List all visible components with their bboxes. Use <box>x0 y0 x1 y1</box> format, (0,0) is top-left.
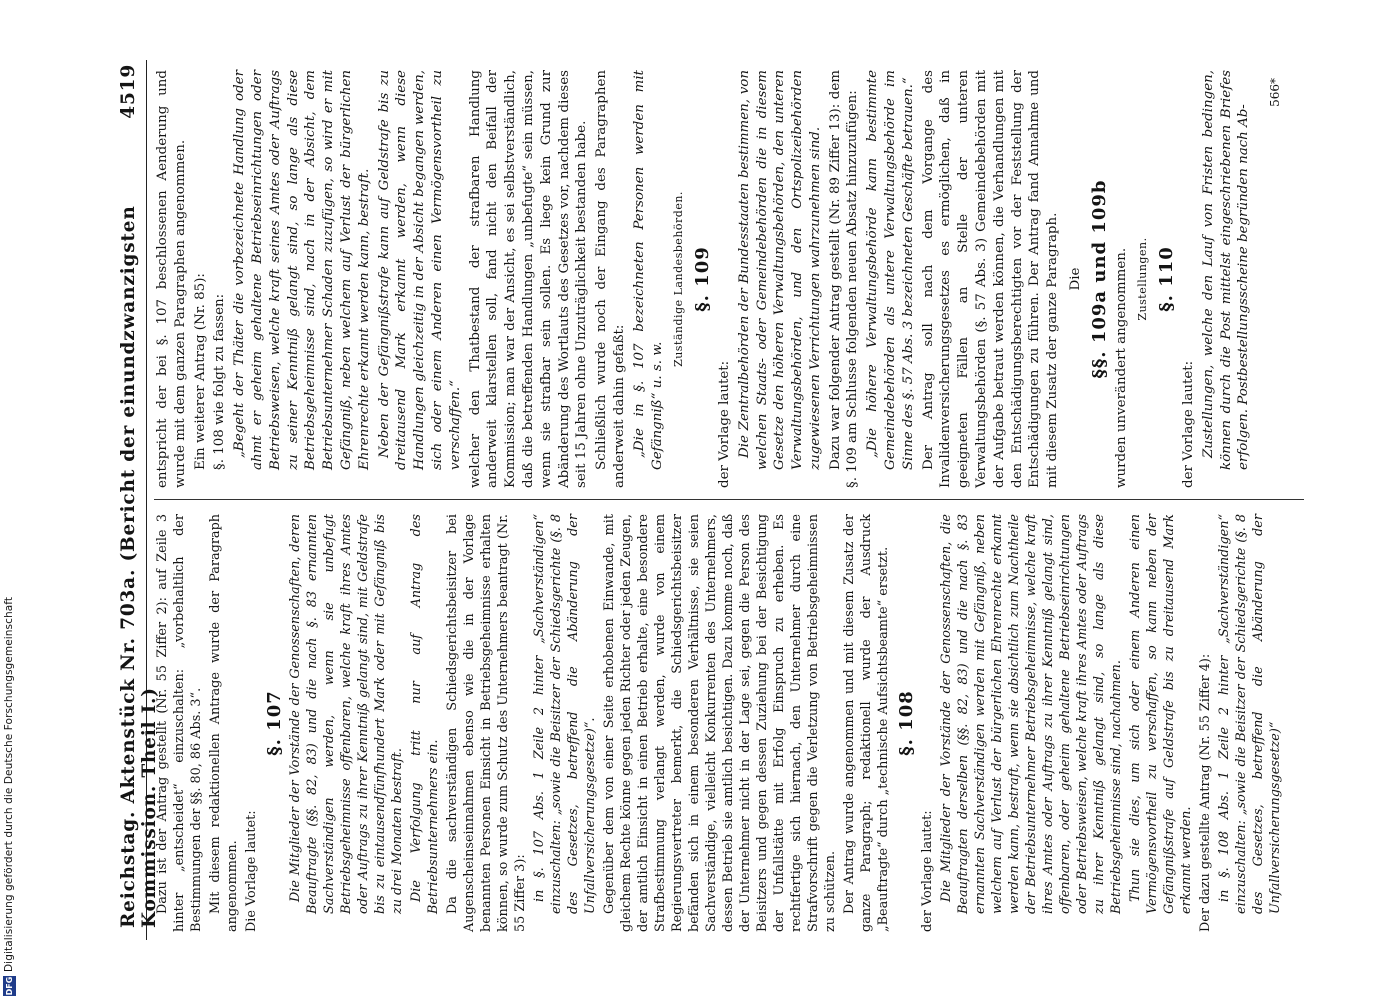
paragraph: §. 108 wie folgt zu fassen: <box>212 293 228 470</box>
paragraph: Der dazu gestellte Antrag (Nr. 55 Ziffer 4): <box>1198 653 1213 932</box>
quoted-text: in §. 108 Abs. 1 Zeile 2 hinter „Sachverständigen“ einzuschalten: „sowie die Beisitzer der Schiedsgerichte (§. 8 des Gesetzes, betreffend die Abänderung der Unfallversicherungsgesetze)“ <box>1217 514 1283 914</box>
paragraph: Der Antrag wurde angenommen und mit diesem Zusatz der ganze Paragraph; redaktionell wurde der Ausdruck „Beauftragte“ durch „technische Aufsichtsbeamte“ ersetzt. <box>842 514 891 932</box>
digitization-note: Digitalisierung gefördert durch die Deutsche Forschungsgemeinschaft <box>3 596 15 972</box>
quoted-text: Die Mitglieder der Vorstände der Genossenschaften, deren Beauftragte (§§. 82, 83) und die nach §. 83 ernannten Sachverständigen werden, wenn sie unbefugt Betriebsgeheimnisse offenbaren, welche kraft ihres Amtes oder Auftrags zu ihrer Kenntniß gelangt sind, mit Geldstrafe bis zu eintausendfünfhundert Mark oder mit Gefängniß bis zu drei Monaten bestraft. <box>288 514 405 914</box>
page-mark: 566* <box>1268 78 1283 107</box>
document-page <box>110 60 1305 940</box>
paragraph: Der Antrag soll nach dem Vorgange des Invalidenversicherungsgesetzes es ermöglichen, daß in geeigneten Fällen an Stelle der unteren Verwaltungsbehörden (§. 57 Abs. 3) Gemeindebehörden mit der Aufgabe betraut werden können, die Verhandlungen mit den Entschädigungsberechtigten vor der Feststellung der Entschädigungen zu führen. Der Antrag fand Annahme und mit diesem Zusatz der ganze Paragraph. <box>920 70 1061 488</box>
quoted-text: Neben der Gefängnißstrafe kann auf Geldstrafe bis zu dreitausend Mark erkannt werden, wenn diese Handlungen gleichzeitig in der Absicht begangen werden, sich oder einem Anderen einen Vermögensvortheil zu verschaffen.“ <box>376 70 463 470</box>
right-column <box>154 70 1285 488</box>
section-heading-107: §. 107 <box>264 690 285 756</box>
paragraph: der Vorlage lautet: <box>920 810 935 932</box>
header-title: Reichstag. Aktenstück Nr. 703a. (Bericht der einundzwanzigsten Kommission. Theil I.) <box>118 205 160 928</box>
section-heading-108: §. 108 <box>896 690 917 756</box>
quoted-text: „Die in §. 107 bezeichneten Personen werden mit Gefängniß“ u. s. w. <box>631 70 665 470</box>
paragraph: Mit diesem redaktionellen Antrage wurde der Paragraph angenommen. <box>208 514 240 932</box>
column-divider <box>154 499 1304 500</box>
subheading: Zustellungen. <box>1136 237 1150 321</box>
quoted-text: in §. 107 Abs. 1 Zeile 2 hinter „Sachverständigen“ einzuschalten: „sowie die Beisitzer der Schiedsgerichte (§. 8 des Gesetzes, betreffend die Abänderung der Unfallversicherungsgesetze)“. <box>532 514 598 914</box>
quoted-text: Die Verfolgung tritt nur auf Antrag des Betriebsunternehmers ein. <box>409 514 441 914</box>
paragraph: Dazu ist der Antrag gestellt (Nr. 55 Ziffer 2): auf Zeile 3 hinter „entscheidet“ einzuschalten: „vorbehaltlich der Bestimmungen der §§. 80, 86 Abs. 3“. <box>155 514 204 932</box>
dfg-logo: DFG <box>5 976 14 996</box>
paragraph: Die <box>1068 267 1084 291</box>
paragraph: Ein weiterer Antrag (Nr. 85): <box>192 273 208 470</box>
paragraph: der Vorlage lautet: <box>1181 360 1197 488</box>
paragraph: Gegenüber dem von einer Seite erhobenen Einwande, mit gleichem Rechte könne gegen jeden Richter oder jeden Zeugen, der amtlich Einsicht in einen Betrieb erhalte, eine besondere Strafbestimmung verlangt werden, wurde von einem Regierungsvertreter bemerkt, die Schiedsgerichtsbeisitzer befänden sich in einem besonderen Verhältnisse, sie seien Sachverständige, vielleicht Konkurrenten des Unternehmers, dessen Betrieb sie amtlich besichtigen. Dazu komme noch, daß der Unternehmer nicht in der Lage sei, gegen die Person des Beisitzers und gegen dessen Zuziehung bei der Besichtigung der Unfallstätte mit Erfolg Einspruch zu erheben. Es rechtfertige sich hiernach, den Unternehmer durch eine Strafvorschrift gegen die Verletzung von Betriebsgeheimnissen zu schützen. <box>602 514 838 932</box>
paragraph: welcher den Thatbestand der strafbaren Handlung anderweit klarstellen soll, fand nicht den Beifall der Kommission; man war der Ansicht, es sei selbstverständlich, daß die betreffenden Handlungen „unbefugte“ sein müssen, wenn sie strafbar sein sollen. Es liege kein Grund zur Abänderung des Wortlauts des Gesetzes vor, nachdem dieses seit 15 Jahren ohne Unzuträglichkeit bestanden habe. <box>467 70 590 488</box>
page-number: 4519 <box>118 64 139 119</box>
footer <box>0 0 20 1000</box>
section-heading-109ab: §§. 109a und 109b <box>1088 179 1110 379</box>
section-heading-110: §. 110 <box>1156 246 1178 312</box>
paragraph: Da die sachverständigen Schiedsgerichtsbeisitzer bei Augenscheinseinnahmen ebenso wie die in der Vorlage benannten Personen Einsicht in Betriebsgeheimnisse erhalten können, so wurde zum Schutz des Unternehmers beantragt (Nr. 55 Ziffer 3): <box>445 514 528 932</box>
paragraph: Schließlich wurde noch der Eingang des Paragraphen anderweit dahin gefaßt: <box>594 70 627 488</box>
quoted-text: Die Zentralbehörden der Bundesstaaten bestimmen, von welchen Staats- oder Gemeindebehörden die in diesem Gesetze den höheren Verwaltungsbehörden, den unteren Verwaltungsbehörden, und den Ortspolizeibehörden zugewiesenen Verrichtungen wahrzunehmen sind. <box>736 70 823 470</box>
paragraph: entspricht der bei §. 107 beschlossenen Aenderung und wurde mit dem ganzen Paragraphen angenommen. <box>155 70 188 488</box>
paragraph: der Vorlage lautet: <box>716 360 732 488</box>
quoted-text: Zustellungen, welche den Lauf von Fristen bedingen, können durch die Post mittelst eingeschriebenen Briefes erfolgen. Postbestellungsscheine begründen nach Ab- <box>1200 70 1252 470</box>
left-column <box>154 514 1286 932</box>
subheading: Zuständige Landesbehörden. <box>672 191 686 367</box>
section-heading-109: §. 109 <box>692 246 714 312</box>
quoted-text: „Die höhere Verwaltungsbehörde kann bestimmte Gemeindebehörden als untere Verwaltungsbehörde im Sinne des §. 57 Abs. 3 bezeichneten Geschäfte betrauen.“ <box>865 70 916 470</box>
page-header <box>110 60 160 940</box>
paragraph: wurden unverändert angenommen. <box>1113 247 1129 488</box>
paragraph: Dazu war folgender Antrag gestellt (Nr. 89 Ziffer 13): dem §. 109 am Schlusse folgenden neuen Absatz hinzuzufügen: <box>827 70 861 488</box>
quoted-text: Die Mitglieder der Vorstände der Genossenschaften, die Beauftragten derselben (§§. 82, 83) und die nach §. 83 ernannten Sachverständigen werden mit Gefängniß, neben welchem auf Verlust der bürgerlichen Ehrenrechte erkannt werden kann, bestraft, wenn sie absichtlich zum Nachtheile der Betriebsunternehmer Betriebsgeheimnisse, welche kraft ihres Amtes oder Auftrags zu ihrer Kenntniß gelangt sind, offenbaren, oder geheim gehaltene Betriebseinrichtungen oder Betriebsweisen, welche kraft ihres Amtes oder Auftrags zu ihrer Kenntniß gelangt sind, so lange als diese Betriebsgeheimnisse sind, nachahmen. <box>939 514 1124 914</box>
quoted-text: Thun sie dies, um sich oder einem Anderen einen Vermögensvortheil zu verschaffen, so kann neben der Gefängnißstrafe auf Geldstrafe bis zu dreitausend Mark erkannt werden. <box>1128 514 1194 914</box>
quoted-text: „Begeht der Thäter die vorbezeichnete Handlung oder ahmt er geheim gehaltene Betriebseinrichtungen oder Betriebsweisen, welche kraft seines Amtes oder Auftrags zu seiner Kenntniß gelangt sind, so lange als diese Betriebsgeheimnisse sind, nach in der Absicht, dem Betriebsunternehmer Schaden zuzufügen, so wird er mit Gefängniß, neben welchem auf Verlust der bürgerlichen Ehrenrechte erkannt werden kann, bestraft. <box>232 70 372 470</box>
paragraph: Die Vorlage lautet: <box>244 810 259 932</box>
